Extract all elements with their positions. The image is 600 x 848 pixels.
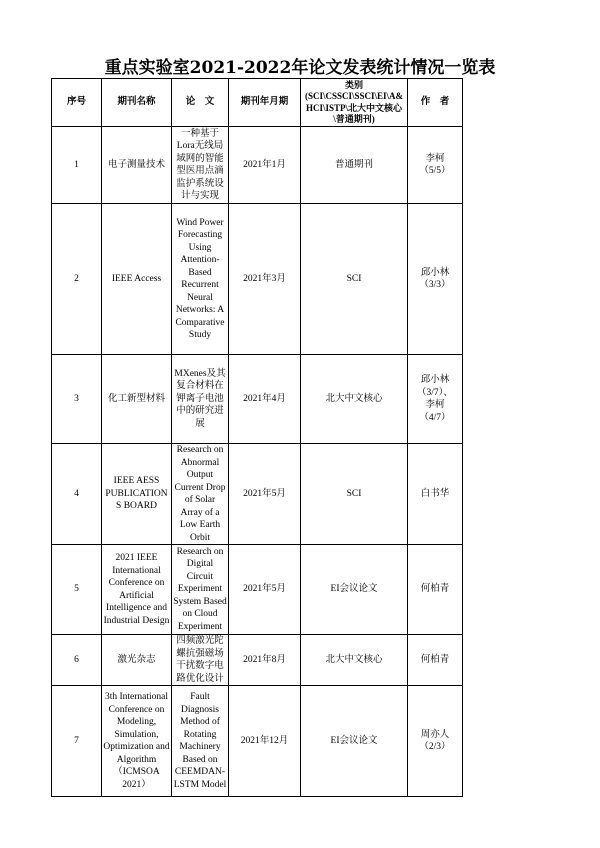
cell-category: EI会议论文 — [301, 686, 408, 797]
table-row — [52, 127, 463, 204]
cell-index: 2 — [52, 204, 102, 355]
table-row — [52, 635, 463, 686]
table-row — [52, 545, 463, 635]
cell-paper: 四频激光陀螺抗强磁场干扰数字电路优化设计 — [172, 635, 229, 686]
cell-paper: Fault Diagnosis Method of Rotating Machinery Based on CEEMDAN-LSTM Model — [172, 686, 229, 797]
header-author: 作 者 — [408, 79, 463, 127]
header-index: 序号 — [52, 79, 102, 127]
cell-category: SCI — [301, 444, 408, 545]
cell-index: 6 — [52, 635, 102, 686]
cell-journal: 电子测量技术 — [102, 127, 172, 204]
header-date: 期刊年月期 — [229, 79, 301, 127]
cell-index: 4 — [52, 444, 102, 545]
cell-paper: 一种基于Lora无线局域网的智能型医用点滴监护系统设计与实现 — [172, 127, 229, 204]
cell-paper: Wind Power Forecasting Using Attention-Based Recurrent Neural Networks: A Comparative Study — [172, 204, 229, 355]
cell-date: 2021年3月 — [229, 204, 301, 355]
cell-category: SCI — [301, 204, 408, 355]
table-row — [52, 204, 463, 355]
cell-index: 7 — [52, 686, 102, 797]
cell-date: 2021年4月 — [229, 355, 301, 444]
publications-table — [51, 78, 463, 797]
page-title: 重点实验室2021-2022年论文发表统计情况一览表 — [104, 58, 496, 78]
cell-category: EI会议论文 — [301, 545, 408, 635]
cell-author: 邱小林 （3/7）、 李柯 （4/7） — [408, 355, 463, 444]
cell-index: 1 — [52, 127, 102, 204]
cell-journal: 2021 IEEE International Conference on Artificial Intelligence and Industrial Design — [102, 545, 172, 635]
cell-date: 2021年5月 — [229, 444, 301, 545]
cell-index: 5 — [52, 545, 102, 635]
header-category: 类别 (SCI\CSSCI\SSCI\EI\A&HCI\ISTP\北大中文核心\普通期刊) — [301, 79, 408, 127]
cell-paper: Research on Digital Circuit Experiment System Based on Cloud Experiment — [172, 545, 229, 635]
table-row — [52, 355, 463, 444]
cell-author: 何柏青 — [408, 635, 463, 686]
cell-journal: 化工新型材料 — [102, 355, 172, 444]
cell-category: 北大中文核心 — [301, 635, 408, 686]
cell-index: 3 — [52, 355, 102, 444]
table-row — [52, 444, 463, 545]
cell-journal: IEEE AESS PUBLICATIONS BOARD — [102, 444, 172, 545]
cell-date: 2021年12月 — [229, 686, 301, 797]
cell-date: 2021年5月 — [229, 545, 301, 635]
cell-author: 何柏青 — [408, 545, 463, 635]
cell-journal: 激光杂志 — [102, 635, 172, 686]
cell-journal: 3th International Conference on Modeling, Simulation, Optimization and Algorithm（ICMSOA 2021） — [102, 686, 172, 797]
cell-author: 李柯 （5/5） — [408, 127, 463, 204]
cell-author: 邱小林 （3/3） — [408, 204, 463, 355]
table-row — [52, 686, 463, 797]
cell-author: 周亦人 （2/3） — [408, 686, 463, 797]
cell-paper: MXenes及其复合材料在钾离子电池中的研究进展 — [172, 355, 229, 444]
header-row — [52, 79, 463, 127]
header-journal: 期刊名称 — [102, 79, 172, 127]
cell-paper: Research on Abnormal Output Current Drop of Solar Array of a Low Earth Orbit — [172, 444, 229, 545]
cell-author: 白书华 — [408, 444, 463, 545]
cell-category: 北大中文核心 — [301, 355, 408, 444]
cell-date: 2021年8月 — [229, 635, 301, 686]
header-paper: 论 文 — [172, 79, 229, 127]
cell-category: 普通期刊 — [301, 127, 408, 204]
cell-date: 2021年1月 — [229, 127, 301, 204]
cell-journal: IEEE Access — [102, 204, 172, 355]
